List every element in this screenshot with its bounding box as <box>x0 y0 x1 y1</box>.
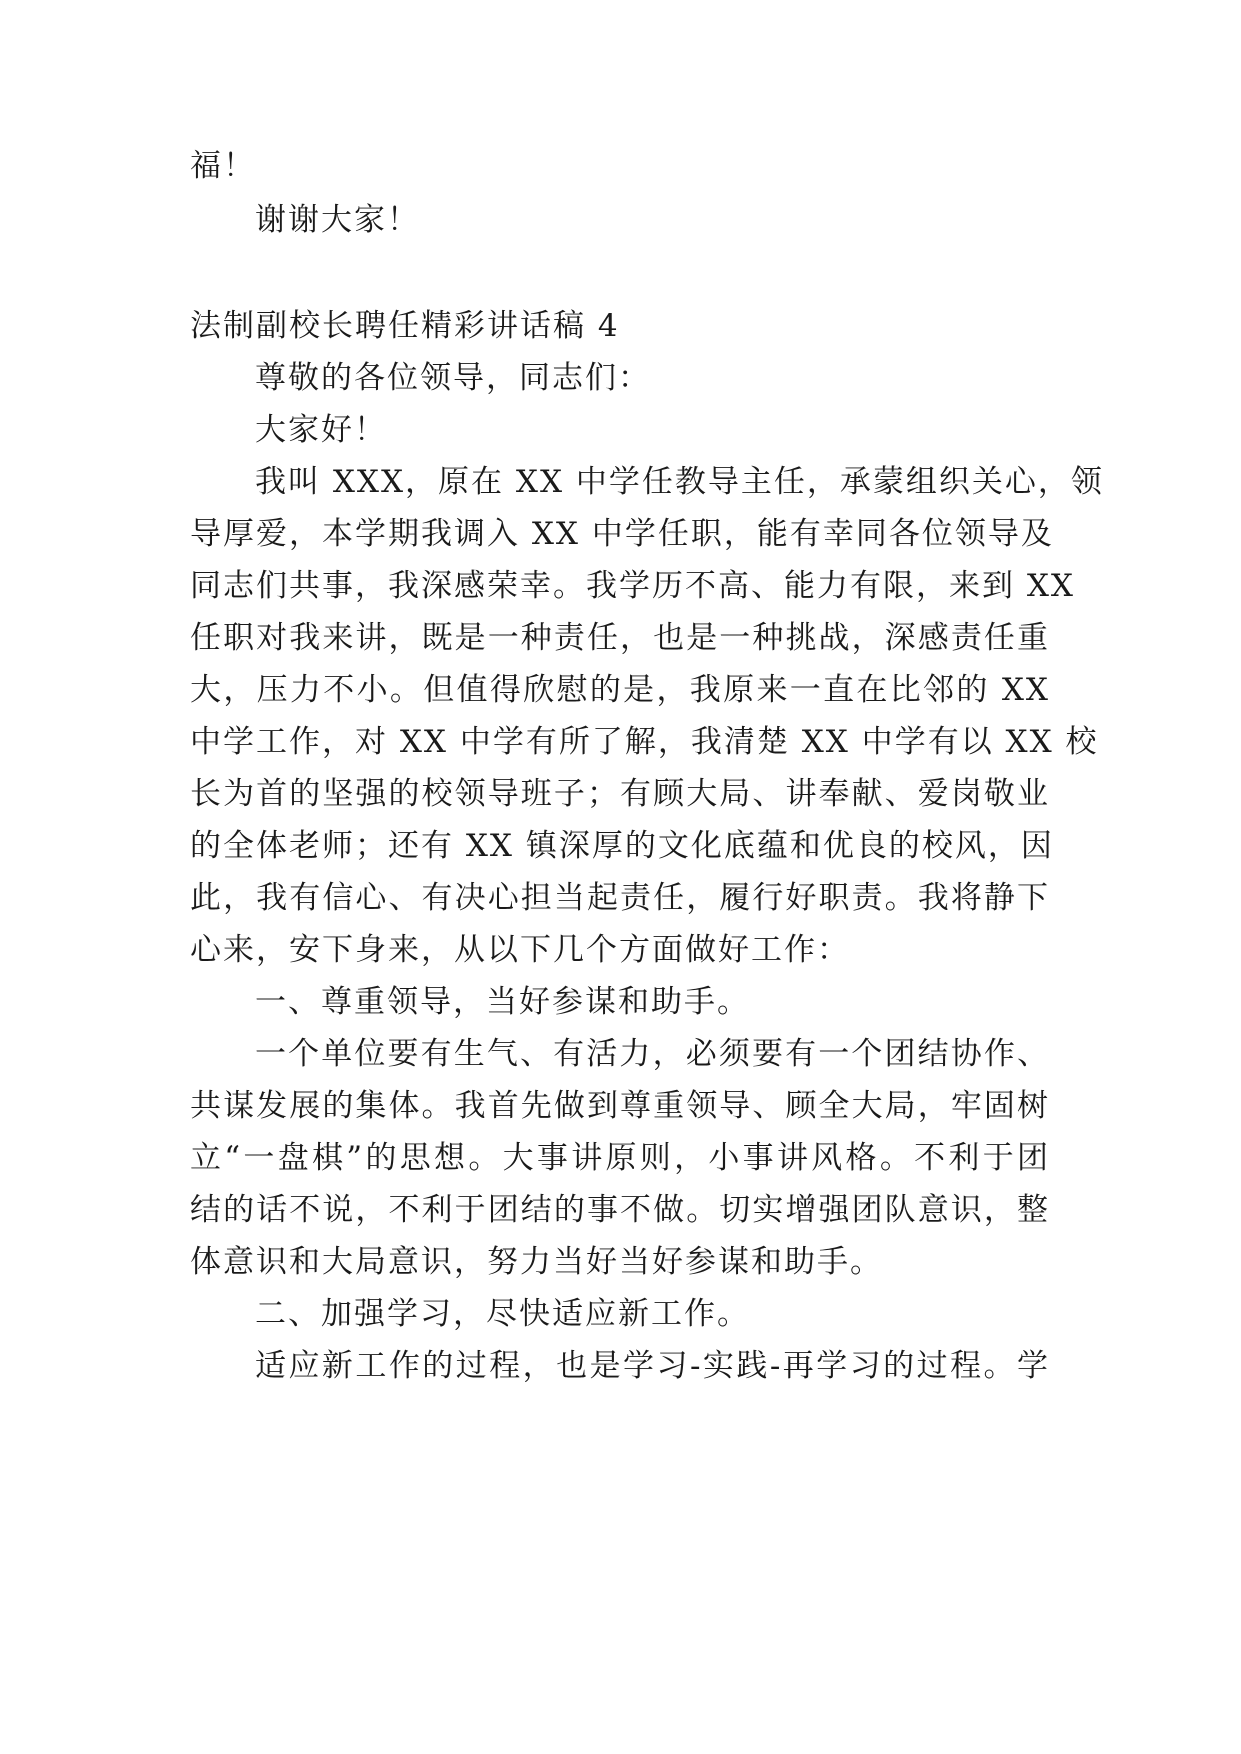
body-line: 体意识和大局意识，努力当好当好参谋和助手。 <box>190 1244 883 1280</box>
body-line: 大，压力不小。但值得欣慰的是，我原来一直在比邻的 XX <box>190 672 1050 708</box>
paragraph-fragment: 福！ <box>190 148 256 184</box>
closing-thanks: 谢谢大家！ <box>255 202 420 238</box>
section-heading: 法制副校长聘任精彩讲话稿 4 <box>190 308 620 344</box>
body-line: 的全体老师；还有 XX 镇深厚的文化底蕴和优良的校风，因 <box>190 828 1054 864</box>
greeting: 大家好！ <box>255 412 387 448</box>
point-heading-1: 一、尊重领导，当好参谋和助手。 <box>255 984 750 1020</box>
body-line: 同志们共事，我深感荣幸。我学历不高、能力有限，来到 XX <box>190 568 1075 604</box>
point-heading-2: 二、加强学习，尽快适应新工作。 <box>255 1296 750 1332</box>
body-line: 此，我有信心、有决心担当起责任，履行好职责。我将静下 <box>190 880 1050 916</box>
salutation: 尊敬的各位领导，同志们： <box>255 360 651 396</box>
body-line: 导厚爱，本学期我调入 XX 中学任职，能有幸同各位领导及 <box>190 516 1054 552</box>
body-line: 共谋发展的集体。我首先做到尊重领导、顾全大局，牢固树 <box>190 1088 1050 1124</box>
body-line: 长为首的坚强的校领导班子；有顾大局、讲奉献、爱岗敬业 <box>190 776 1050 812</box>
body-line: 一个单位要有生气、有活力，必须要有一个团结协作、 <box>255 1036 1050 1072</box>
body-line: 中学工作，对 XX 中学有所了解，我清楚 XX 中学有以 XX 校 <box>190 724 1099 760</box>
body-line: 心来，安下身来，从以下几个方面做好工作： <box>190 932 850 968</box>
body-line: 任职对我来讲，既是一种责任，也是一种挑战，深感责任重 <box>190 620 1050 656</box>
body-line: 立“一盘棋”的思想。大事讲原则，小事讲风格。不利于团 <box>190 1140 1050 1176</box>
body-line: 结的话不说，不利于团结的事不做。切实增强团队意识，整 <box>190 1192 1050 1228</box>
body-line: 适应新工作的过程，也是学习-实践-再学习的过程。学 <box>255 1348 1050 1384</box>
body-line: 我叫 XXX，原在 XX 中学任教导主任，承蒙组织关心，领 <box>255 464 1104 500</box>
